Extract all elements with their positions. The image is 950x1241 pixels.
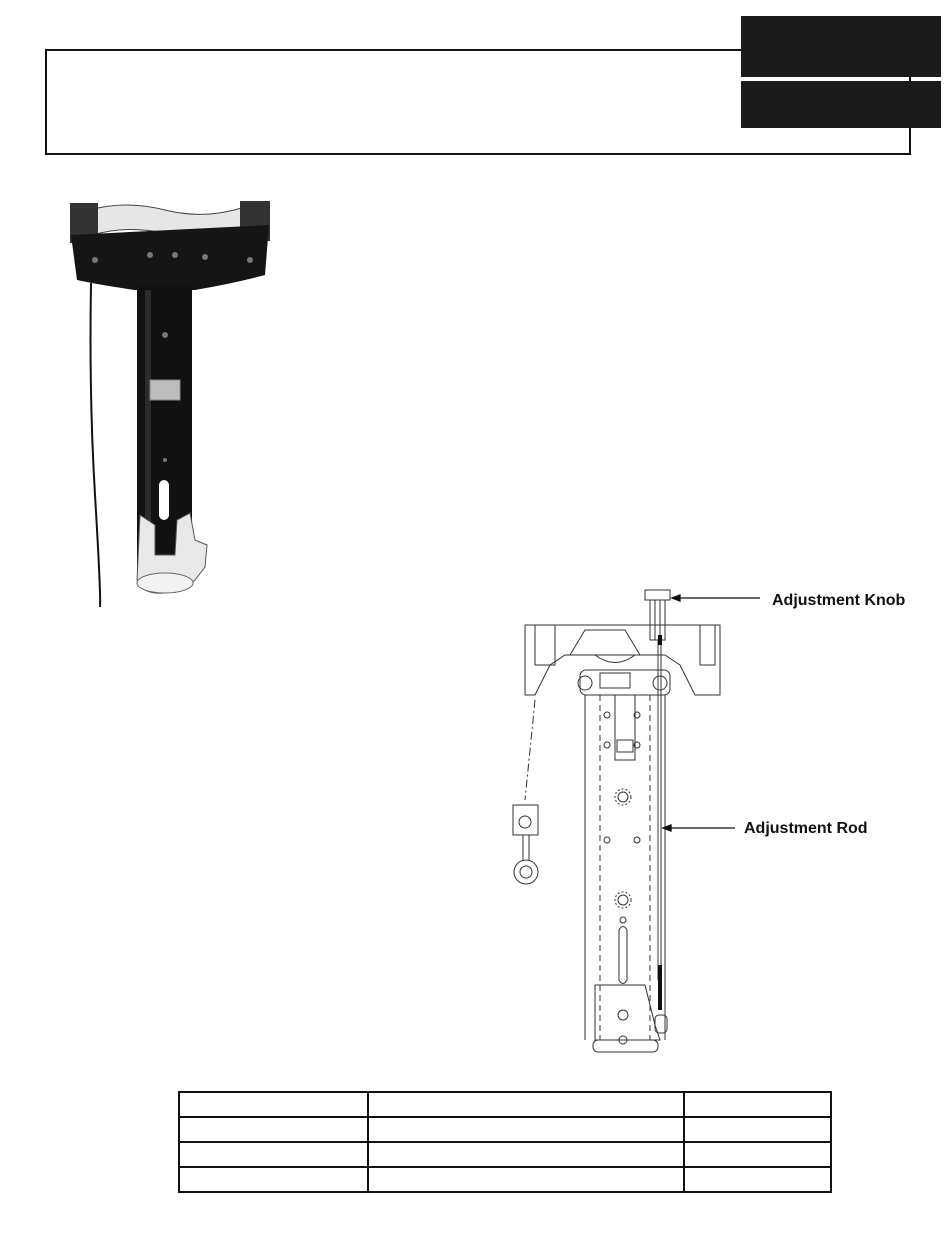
table-row (179, 1167, 831, 1192)
table-cell (684, 1117, 831, 1142)
product-photo (55, 195, 285, 610)
photo-label-plate (150, 380, 180, 400)
spec-table (178, 1091, 832, 1193)
connector-block (513, 805, 538, 835)
section-tab-top (741, 16, 941, 77)
adjustment-knob-label: Adjustment Knob (772, 592, 906, 609)
table-row (179, 1117, 831, 1142)
table-cell (368, 1092, 684, 1117)
table-cell (368, 1142, 684, 1167)
cable-line (525, 700, 535, 800)
table-row (179, 1092, 831, 1117)
photo-cable (91, 283, 101, 607)
table-cell (368, 1117, 684, 1142)
table-cell (684, 1142, 831, 1167)
table-cell (179, 1092, 368, 1117)
table-cell (368, 1167, 684, 1192)
table-cell (179, 1117, 368, 1142)
table-cell (684, 1167, 831, 1192)
photo-slot (159, 480, 169, 520)
technical-drawing (495, 585, 945, 1060)
photo-yoke (71, 225, 269, 290)
adjustment-rod-label: Adjustment Rod (744, 820, 868, 837)
table-cell (684, 1092, 831, 1117)
inner-block (615, 695, 635, 760)
knob-stem (650, 600, 665, 640)
table-cell (179, 1142, 368, 1167)
table-cell (179, 1167, 368, 1192)
table-row (179, 1142, 831, 1167)
section-tab-bottom (741, 81, 941, 128)
yoke-outline (525, 625, 720, 695)
knob-cap (645, 590, 670, 600)
